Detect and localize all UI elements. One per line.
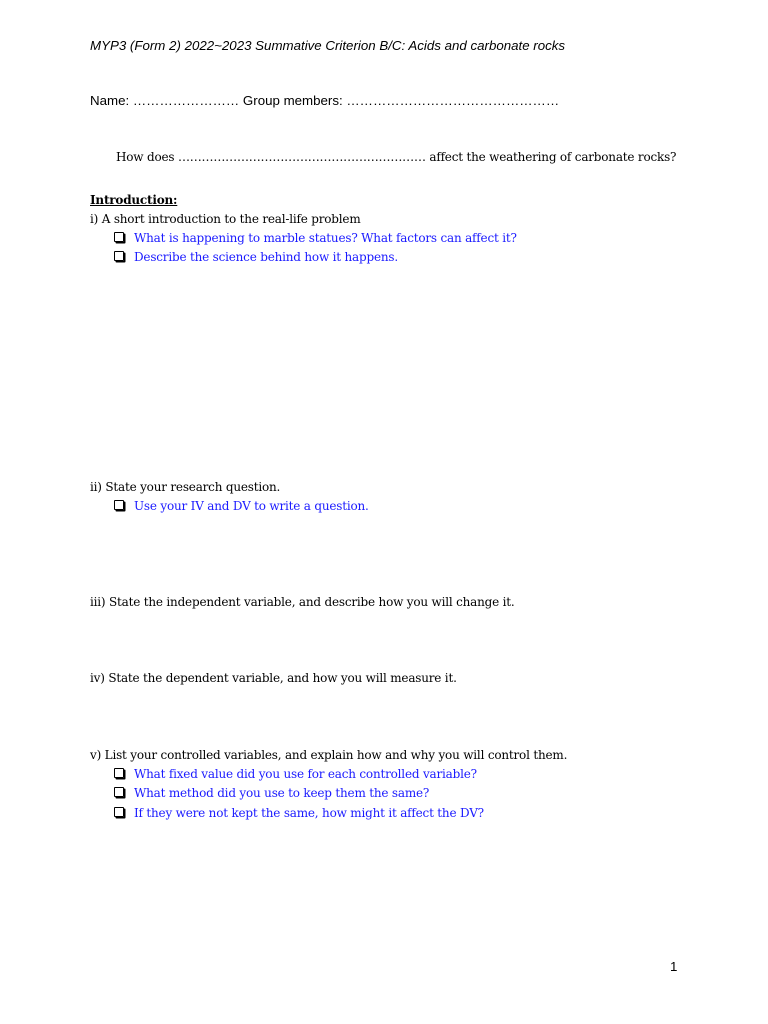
hint-item bbox=[114, 229, 517, 248]
page-number: 1 bbox=[670, 959, 678, 974]
question-v-label: v) List your controlled variables, and explain how and why you will control them. bbox=[90, 748, 568, 762]
question-iv-label: iv) State the dependent variable, and how you will measure it. bbox=[90, 671, 457, 685]
checkbox-bullet-icon bbox=[114, 232, 124, 242]
question-i-hints bbox=[114, 229, 517, 268]
question-ii-label: ii) State your research question. bbox=[90, 480, 281, 494]
introduction-heading: Introduction: bbox=[90, 193, 178, 207]
hint-text: If they were not kept the same, how might it affect the DV? bbox=[134, 805, 484, 820]
hint-text: What method did you use to keep them the same? bbox=[134, 786, 430, 801]
hint-text: What fixed value did you use for each controlled variable? bbox=[134, 767, 477, 781]
hint-item bbox=[114, 784, 484, 803]
question-v-hints bbox=[114, 765, 484, 823]
question-ii-hints bbox=[114, 497, 369, 516]
checkbox-bullet-icon bbox=[114, 768, 124, 778]
hint-item bbox=[114, 804, 484, 823]
question-iii-label: iii) State the independent variable, and describe how you will change it. bbox=[90, 595, 515, 609]
document-header: MYP3 (Form 2) 2022~2023 Summative Criterion B/C: Acids and carbonate rocks bbox=[90, 38, 566, 53]
hint-item bbox=[114, 497, 369, 516]
checkbox-bullet-icon bbox=[114, 807, 124, 817]
hint-item bbox=[114, 765, 484, 784]
checkbox-bullet-icon bbox=[114, 787, 124, 797]
hint-text: Use your IV and DV to write a question. bbox=[134, 499, 369, 513]
checkbox-bullet-icon bbox=[114, 500, 124, 510]
hint-text: What is happening to marble statues? What factors can affect it? bbox=[134, 231, 517, 245]
checkbox-bullet-icon bbox=[114, 251, 124, 261]
name-group-line: Name: …………………… Group members: ………………………………………… bbox=[90, 93, 560, 108]
question-i-label: i) A short introduction to the real-life problem bbox=[90, 212, 361, 226]
hint-item bbox=[114, 248, 517, 267]
research-question-template: How does ……………………………………………………… affect the weathering of carbonate rocks? bbox=[116, 150, 677, 164]
hint-text: Describe the science behind how it happens. bbox=[134, 250, 398, 265]
